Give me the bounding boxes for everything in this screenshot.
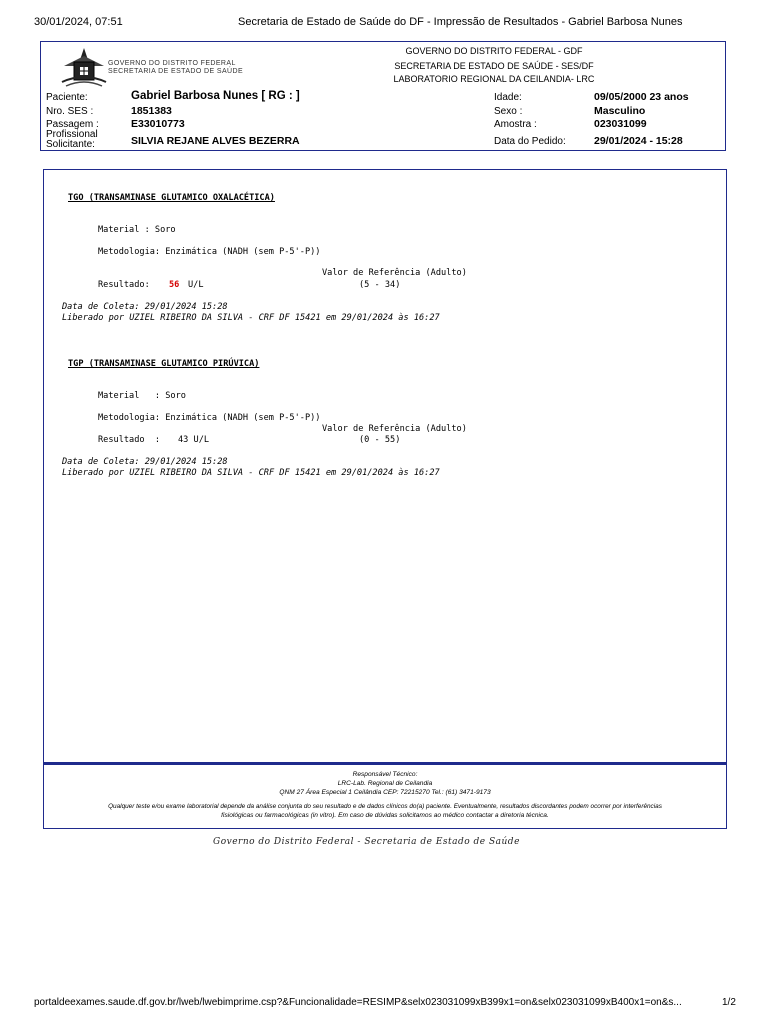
tgp-resultado-label: Resultado : [98, 435, 161, 445]
footer-disclaimer-1: Qualquer teste e/ou exame laboratorial depende da análise conjunta do seu resultado e de dados clínicos do(a) paciente. Eventualmente, resultados discordantes podem ocorrer por interferências [108, 803, 662, 810]
tgo-resultado-value: 56 [169, 280, 180, 290]
idade-label: Idade: [494, 92, 522, 103]
print-page-title: Secretaria de Estado de Saúde do DF - Impressão de Resultados - Gabriel Barbosa Nunes [238, 16, 683, 28]
tgp-ref-label: Valor de Referência (Adulto) [322, 424, 467, 434]
tgo-coleta: Data de Coleta: 29/01/2024 15:28 [62, 302, 228, 312]
tgp-ref-range: (0 - 55) [359, 435, 401, 445]
nro-ses-value: 1851383 [131, 105, 172, 117]
nro-ses-label: Nro. SES : [46, 106, 94, 117]
logo-caption [108, 60, 243, 76]
profissional-label-line2: Solicitante: [46, 139, 95, 150]
profissional-label [46, 130, 98, 150]
data-pedido-value: 29/01/2024 - 15:28 [594, 135, 683, 147]
print-datetime: 30/01/2024, 07:51 [34, 16, 123, 28]
amostra-label: Amostra : [494, 119, 537, 130]
bottom-note: Governo do Distrito Federal - Secretaria de Estado de Saúde [213, 837, 520, 847]
passagem-label: Passagem : [46, 119, 99, 130]
tgp-material: Material : Soro [98, 391, 186, 401]
logo-line-1: GOVERNO DO DISTRITO FEDERAL [108, 60, 236, 67]
sexo-label: Sexo : [494, 106, 523, 117]
gov-line-1: GOVERNO DO DISTRITO FEDERAL - GDF [405, 46, 583, 56]
tgo-material: Material : Soro [98, 225, 176, 235]
footer-address: QNM 27 Área Especial 1 Ceilândia CEP: 72215270 Tel.: (61) 3471-9173 [279, 789, 491, 796]
gov-line-3: LABORATORIO REGIONAL DA CEILANDIA- LRC [393, 74, 595, 84]
tgo-resultado-label: Resultado: [98, 280, 150, 290]
profissional-label-line1: Profissional [46, 129, 98, 140]
data-pedido-label: Data do Pedido: [494, 136, 566, 147]
tgo-ref-label: Valor de Referência (Adulto) [322, 268, 467, 278]
passagem-value: E33010773 [131, 118, 185, 130]
tgp-coleta: Data de Coleta: 29/01/2024 15:28 [62, 457, 228, 467]
sexo-value: Masculino [594, 105, 646, 117]
paciente-value: Gabriel Barbosa Nunes [ RG : ] [131, 90, 300, 102]
print-url: portaldeexames.saude.df.gov.br/lweb/lwebimprime.csp?&Funcionalidade=RESIMP&selx023031099xB399x1=on&selx023031099xB400x1=on&s... [34, 997, 682, 1008]
tgp-title: TGP (TRANSAMINASE GLUTAMICO PIRÚVICA) [68, 359, 260, 369]
tgo-title: TGO (TRANSAMINASE GLUTAMICO OXALACÉTICA) [68, 193, 275, 203]
idade-value: 09/05/2000 23 anos [594, 91, 689, 103]
tgo-ref-range: (5 - 34) [359, 280, 401, 290]
tgo-unit: U/L [188, 280, 204, 290]
tgp-liberado: Liberado por UZIEL RIBEIRO DA SILVA - CRF DF 15421 em 29/01/2024 às 16:27 [62, 468, 440, 478]
amostra-value: 023031099 [594, 118, 647, 130]
tgp-metodologia: Metodologia: Enzimática (NADH (sem P-5'-P)) [98, 413, 321, 423]
brasilia-emblem-icon [58, 46, 110, 90]
tgp-resultado-value: 43 U/L [178, 435, 210, 445]
footer-lab: LRC-Lab. Regional de Ceilandia [337, 780, 433, 787]
gov-line-2: SECRETARIA DE ESTADO DE SAÚDE - SES/DF [394, 61, 594, 71]
print-page-number: 1/2 [722, 997, 736, 1008]
tgo-metodologia: Metodologia: Enzimática (NADH (sem P-5'-P)) [98, 247, 321, 257]
logo-line-2: SECRETARIA DE ESTADO DE SAÚDE [108, 68, 244, 75]
profissional-value: SILVIA REJANE ALVES BEZERRA [131, 135, 300, 147]
footer-responsavel: Responsável Técnico: [352, 771, 418, 778]
paciente-label: Paciente: [46, 92, 88, 103]
tgo-liberado: Liberado por UZIEL RIBEIRO DA SILVA - CRF DF 15421 em 29/01/2024 às 16:27 [62, 313, 440, 323]
footer-disclaimer-2: fisiológicas ou farmacológicas (in vitro). Em caso de dúvidas solicitamos ao médico contactar a diretoria técnica. [221, 812, 549, 819]
